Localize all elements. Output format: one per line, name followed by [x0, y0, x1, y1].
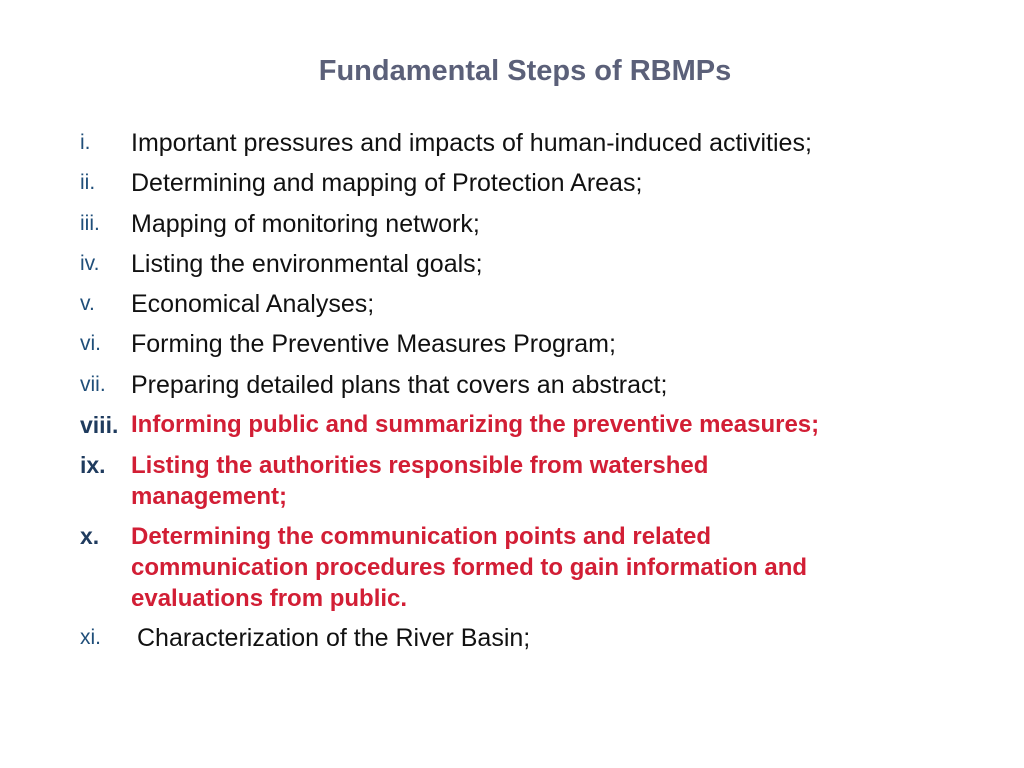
list-item-text	[131, 516, 807, 618]
list-numeral: i.	[80, 131, 91, 154]
list-numeral: vi.	[80, 332, 101, 356]
list-item-text: Informing public and summarizing the preventive measures;	[131, 411, 820, 439]
list-item-highlighted	[80, 445, 980, 516]
list-numeral: ii.	[80, 171, 96, 195]
list-item-text-line: evaluations from public.	[131, 584, 408, 612]
list-item-text: Characterization of the River Basin;	[137, 624, 531, 653]
list-item-text: Forming the Preventive Measures Program;	[131, 330, 616, 359]
steps-list	[80, 123, 980, 659]
list-item-highlighted	[80, 405, 980, 445]
list-numeral: viii.	[80, 412, 119, 439]
list-item	[80, 163, 980, 203]
list-numeral: xi.	[80, 626, 101, 650]
list-item-text: Preparing detailed plans that covers an abstract;	[131, 370, 668, 399]
list-item-text	[131, 445, 708, 516]
list-item-text-line: management;	[131, 482, 288, 510]
list-item-text: Determining and mapping of Protection Areas;	[131, 169, 643, 198]
list-item-text: Important pressures and impacts of human-induced activities;	[131, 129, 812, 157]
list-item	[80, 123, 980, 163]
list-item-text: Listing the environmental goals;	[131, 249, 483, 278]
list-item	[80, 244, 980, 284]
list-item-text-line: communication procedures formed to gain information and	[131, 553, 808, 581]
list-item	[80, 204, 980, 244]
list-numeral: vii.	[80, 372, 106, 396]
slide-title: Fundamental Steps of RBMPs	[318, 55, 732, 87]
list-numeral: iv.	[80, 251, 100, 275]
list-numeral: x.	[80, 522, 100, 549]
list-numeral: ix.	[80, 451, 106, 478]
list-item-text-line: Listing the authorities responsible from watershed	[131, 451, 709, 479]
list-numeral: iii.	[80, 211, 100, 235]
list-item-text: Economical Analyses;	[131, 290, 375, 319]
list-item-text-line: Determining the communication points and related	[131, 522, 712, 550]
list-numeral: v.	[80, 292, 95, 316]
list-item	[80, 284, 980, 324]
list-item-text: Mapping of monitoring network;	[131, 209, 480, 238]
list-item	[80, 618, 980, 658]
list-item	[80, 365, 980, 405]
list-item-highlighted	[80, 516, 980, 618]
list-item	[80, 324, 980, 364]
